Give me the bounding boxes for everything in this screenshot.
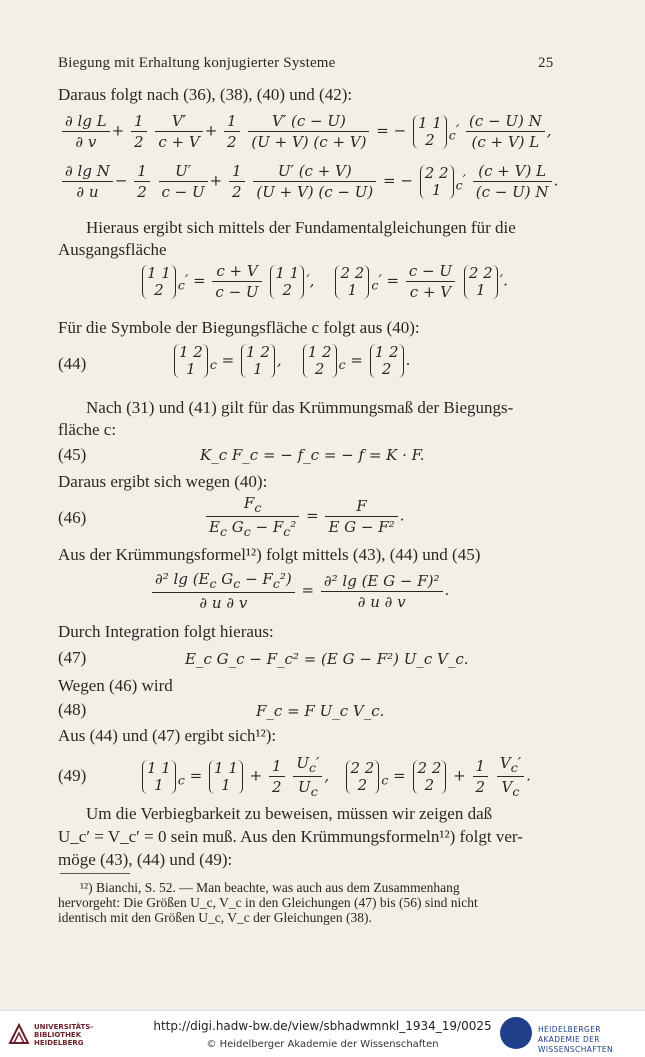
equation-a1: $\frac{\text{∂ lg L}}{\partial v}$ + $\frac{1}{2}$ $\frac{V'}{c + V}$ + $\frac{1}{2}$ $\frac{V' (c - U)}{(U + V) (c + V)}$ = − 1 1 2 $_c$′ $\frac{(c - U) N}{(c + V) L}$ , <box>60 112 552 151</box>
paragraph-2b: Ausgangsfläche <box>58 240 167 259</box>
page-number: 25 <box>538 55 554 71</box>
equation-number-46: (46) <box>58 508 87 527</box>
paragraph-5: Daraus ergibt sich wegen (40): <box>58 472 268 491</box>
equation-curvature: $\frac{\partial^2 \lg (E_c G_c - F_c^2)}{\partial u \partial v}$ = $\frac{\text{∂² lg (E G − F)²}}{\partial u \partial v}$ . <box>150 570 449 612</box>
equation-a2: $\frac{\text{∂ lg N}}{\partial u}$ − $\frac{1}{2}$ $\frac{U'}{c - U}$ + $\frac{1}{2}$ $\frac{U' (c + V)}{(U + V) (c - U)}$ = − 2 2 1 $_c$′ $\frac{(c + V) L}{(c - U) N}$ . <box>60 162 558 201</box>
equation-48: F_c = F U_c V_c. <box>256 702 385 720</box>
equation-49: 1 1 1 $_c$ = 1 1 1 + $\frac{1}{2}$ $\frac{U_c'}{U_c}$ , 2 2 2 $_c$ = 2 2 2 + $\frac{1}{2}$ $\frac{V_c'}{V_c}$ . <box>140 754 531 799</box>
paragraph-9: Aus (44) und (47) ergibt sich¹²): <box>58 726 277 745</box>
equation-47: E_c G_c − F_c² = (E G − F²) U_c V_c. <box>185 650 469 668</box>
copyright-notice: © Heidelberger Akademie der Wissenschaften <box>206 1039 439 1050</box>
equation-number-44: (44) <box>58 354 87 373</box>
paragraph-10b: U_c′ = V_c′ = 0 sein muß. Aus den Krümmungsformeln¹²) folgt ver- <box>58 827 523 846</box>
paragraph-1: Daraus folgt nach (36), (38), (40) und (42): <box>58 85 353 104</box>
equation-number-45: (45) <box>58 445 87 464</box>
library-name: UNIVERSITÄTS- BIBLIOTHEK HEIDELBERG <box>34 1023 94 1047</box>
viewer-footer <box>0 1010 645 1057</box>
equation-44: 1 2 1 $_c$ = 1 2 1 , 1 2 2 $_c$ = 1 2 2 . <box>172 344 410 378</box>
paragraph-10a: Um die Verbiegbarkeit zu beweisen, müssen wir zeigen daß <box>86 804 493 823</box>
equation-number-48: (48) <box>58 700 87 719</box>
footnote-line-3: identisch mit den Größen U_c, V_c der Gleichungen (38). <box>58 910 372 925</box>
equation-number-47: (47) <box>58 648 87 667</box>
paragraph-4: Nach (31) und (41) gilt für das Krümmungsmaß der Biegungs- <box>86 398 514 417</box>
footnote-line-1: ¹²) Bianchi, S. 52. — Man beachte, was auch aus dem Zusammenhang <box>80 880 460 895</box>
paragraph-8: Wegen (46) wird <box>58 676 173 695</box>
academy-seal-icon <box>500 1017 532 1049</box>
equation-46: $\frac{F_c}{E_c G_c - F_c^2}$ = $\frac{F}{\text{E G − F²}}$ . <box>204 494 404 539</box>
paragraph-4b: fläche c: <box>58 420 117 439</box>
running-header: Biegung mit Erhaltung konjugierter Systeme <box>58 55 336 71</box>
paragraph-7: Durch Integration folgt hieraus: <box>58 622 274 641</box>
paragraph-3: Für die Symbole der Biegungsfläche c folgt aus (40): <box>58 318 420 337</box>
footnote-rule <box>60 873 130 874</box>
paragraph-10c: möge (43), (44) und (49): <box>58 850 233 869</box>
academy-name: HEIDELBERGER AKADEMIE DER WISSENSCHAFTEN <box>538 1025 613 1054</box>
paragraph-2: Hieraus ergibt sich mittels der Fundamentalgleichungen für die <box>86 218 516 237</box>
footnote-line-2: hervorgeht: Die Größen U_c, V_c in den Gleichungen (47) bis (56) sind nicht <box>58 895 478 910</box>
equation-number-49: (49) <box>58 766 87 785</box>
equation-b: 1 1 2 $_c$′ = $\frac{c + V}{c - U}$ 1 1 2 ′, 2 2 1 $_c$′ = $\frac{c - U}{c + V}$ 2 2 1 ′. <box>140 262 508 301</box>
permalink-url[interactable]: http://digi.hadw-bw.de/view/sbhadwmnkl_1934_19/0025 <box>153 1019 492 1033</box>
paragraph-6: Aus der Krümmungsformel¹²) folgt mittels (43), (44) und (45) <box>58 545 481 564</box>
equation-45: K_c F_c = − f_c = − f = K · F. <box>200 446 425 464</box>
